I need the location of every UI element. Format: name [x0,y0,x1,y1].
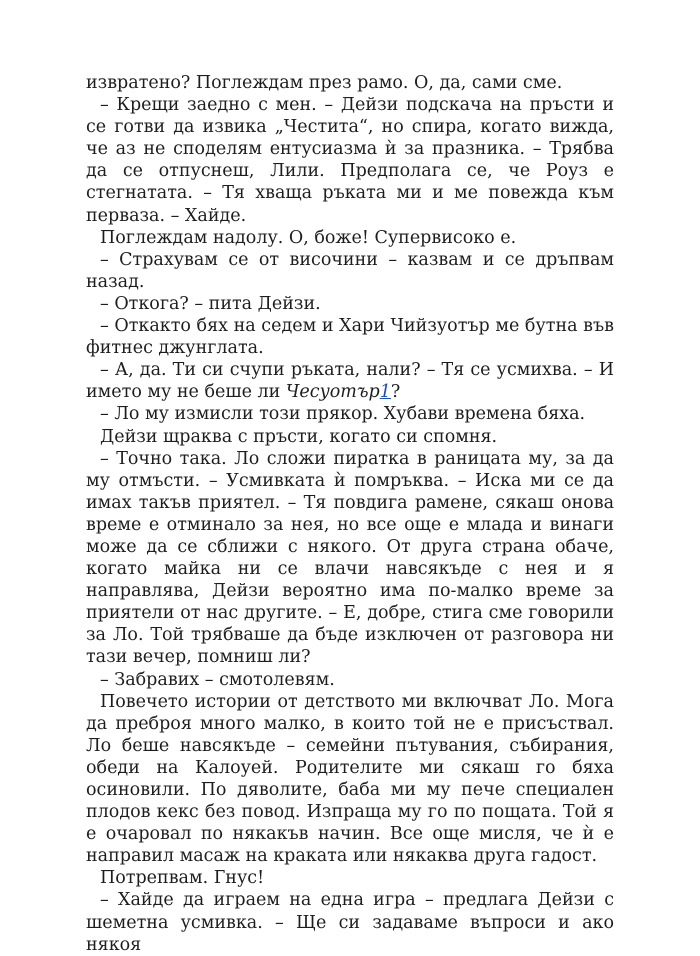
paragraph: – Ло му измисли този прякор. Хубави времена бяха. [100,404,586,425]
paragraph: извратено? Поглеждам през рамо. О, да, сами сме. [86,73,563,93]
page-text [86,72,614,956]
footnote-link[interactable]: 1 [379,382,391,403]
paragraph: Поглеждам надолу. О, боже! Супервисоко е. [100,227,517,248]
paragraph-text: – А, да. Ти си счупи ръката, нали? – Тя се усмихва. – И името му не беше ли [86,360,614,403]
paragraph: – Откога? – пита Дейзи. [100,293,321,314]
paragraph: Потрепвам. Гнус! [100,868,265,889]
paragraph: Дейзи щраква с пръсти, когато си спомня. [100,426,498,447]
paragraph [86,359,614,403]
paragraph: – Хайде да играем на една игра – предлага Дейзи с шеметна усмивка. – Ще си задаваме въпроси и ако някоя [86,890,614,955]
paragraph: Повечето истории от детството ми включват Ло. Мога да преброя много малко, в които той не е присъствал. Ло беше навсякъде – семейни пътувания, събирания, обеди на Калоуей. Родителите ми сякаш го бяха осиновили. По дяволите, баба ми му пече специален плодов кекс без повод. Изпраща му го по пощата. Той я е очаровал по някакъв начин. Все още мисля, че ѝ е направил масаж на краката или някаква друга гадост. [86,691,614,867]
paragraph-text: ? [390,382,401,403]
paragraph: – Крещи заедно с мен. – Дейзи подскача на пръсти и се готви да извика „Честита“, но спира, когато вижда, че аз не споделям ентусиазма ѝ за празника. – Трябва да се отпуснеш, Лили. Предполага се, че Роуз е стегнатата. – Тя хваща ръката ми и ме повежда към перваза. – Хайде. [86,95,614,226]
italic-name: Чесуотър [285,382,380,403]
paragraph: – Точно така. Ло сложи пиратка в раницата му, за да му отмъсти. – Усмивката ѝ помръква. – Иска ми се да имах такъв приятел. – Тя повдига рамене, сякаш онова време е отминало за нея, но все още е млада и винаги може да се сближи с някого. От друга страна обаче, когато майка ни се влачи навсякъде с нея и я направлява, Дейзи вероятно има по-малко време за приятели от нас другите. – Е, добре, стига сме говорили за Ло. Той трябваше да бъде изключен от разговора ни тази вечер, помниш ли? [86,448,614,668]
paragraph: – Откакто бях на седем и Хари Чийзуотър ме бутна във фитнес джунглата. [86,316,614,359]
paragraph: – Страхувам се от височини – казвам и се дръпвам назад. [86,249,614,292]
paragraph: – Забравих – смотолевям. [100,669,335,690]
